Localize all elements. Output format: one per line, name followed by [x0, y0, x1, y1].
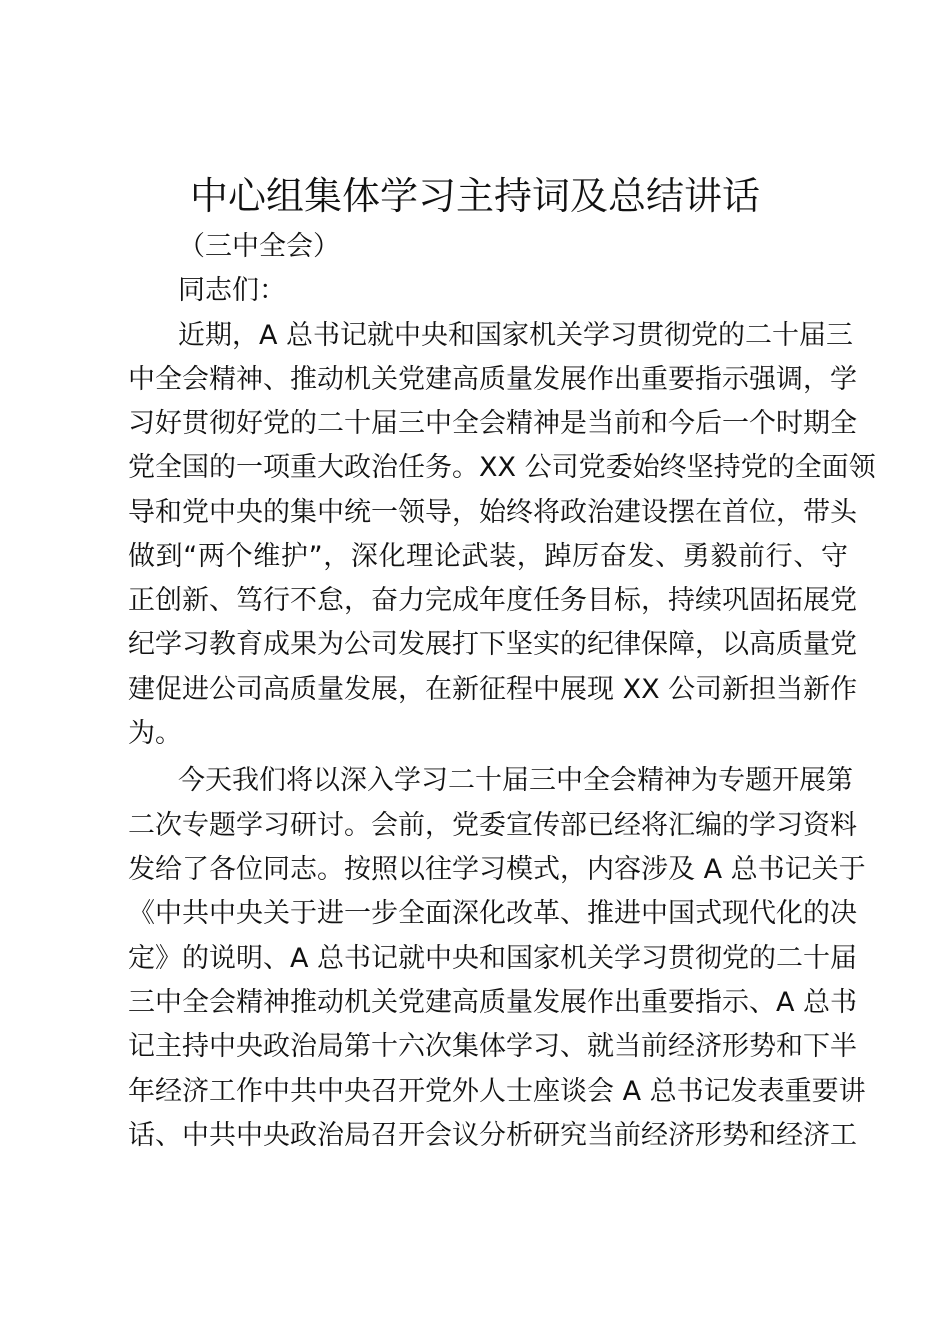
document-title: 中心组集体学习主持词及总结讲话: [189, 174, 760, 218]
paragraph-line: 近期，A 总书记就中央和国家机关学习贯彻党的二十届三: [178, 320, 854, 351]
paragraph-line: 做到“两个维护”，深化理论武装，踔厉奋发、勇毅前行、守: [128, 541, 848, 572]
salutation: 同志们：: [178, 275, 286, 306]
paragraph-line: 中全会精神、推动机关党建高质量发展作出重要指示强调，学: [128, 364, 857, 395]
paragraph-line: 二次专题学习研讨。会前，党委宣传部已经将汇编的学习资料: [128, 810, 857, 841]
paragraph-line: 纪学习教育成果为公司发展打下坚实的纪律保障，以高质量党: [128, 629, 857, 660]
paragraph-line: 正创新、笃行不怠，奋力完成年度任务目标，持续巩固拓展党: [128, 585, 857, 616]
paragraph-line: 话、中共中央政治局召开会议分析研究当前经济形势和经济工: [128, 1120, 857, 1151]
paragraph-line: 记主持中央政治局第十六次集体学习、就当前经济形势和下半: [128, 1031, 857, 1062]
paragraph-line: 党全国的一项重大政治任务。XX 公司党委始终坚持党的全面领: [128, 452, 876, 483]
paragraph-line: 定》的说明、A 总书记就中央和国家机关学习贯彻党的二十届: [128, 943, 858, 974]
paragraph-line: 三中全会精神推动机关党建高质量发展作出重要指示、A 总书: [128, 987, 858, 1018]
paragraph-line: 《中共中央关于进一步全面深化改革、推进中国式现代化的决: [128, 898, 857, 929]
paragraph-line: 年经济工作中共中央召开党外人士座谈会 A 总书记发表重要讲: [128, 1076, 866, 1107]
paragraph-line: 习好贯彻好党的二十届三中全会精神是当前和今后一个时期全: [128, 408, 857, 439]
paragraph-line: 导和党中央的集中统一领导，始终将政治建设摆在首位，带头: [128, 497, 857, 528]
paragraph-line: 发给了各位同志。按照以往学习模式，内容涉及 A 总书记关于: [128, 854, 866, 885]
paragraph-line: 建促进公司高质量发展，在新征程中展现 XX 公司新担当新作: [128, 674, 858, 705]
document-subtitle: （三中全会）: [178, 231, 340, 262]
paragraph-line: 为。: [128, 718, 182, 749]
paragraph-line: 今天我们将以深入学习二十届三中全会精神为专题开展第: [178, 765, 853, 796]
